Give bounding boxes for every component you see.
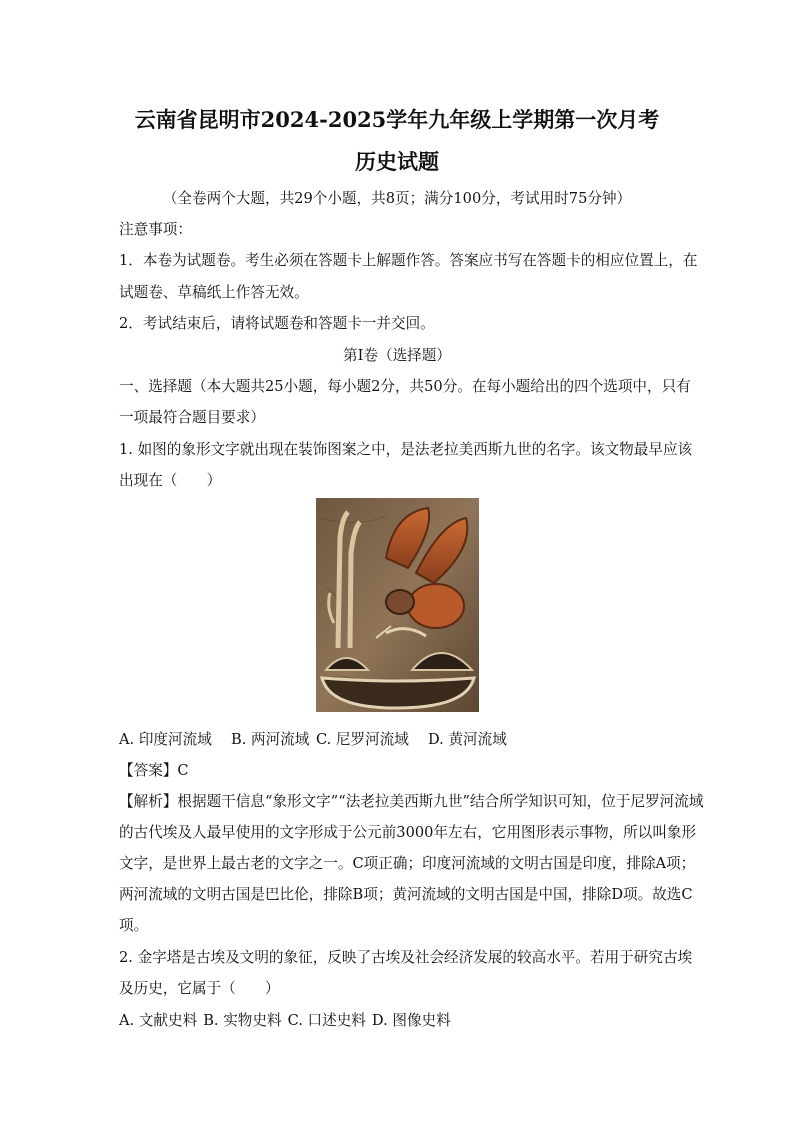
q1-answer: 【答案】C: [119, 762, 189, 779]
q1-analysis-line-1: 【解析】根据题干信息“象形文字”“法老拉美西斯九世”结合所学知识可知，位于尼罗河流域: [119, 793, 704, 810]
q1-analysis-line-4: 两河流域的文明古国是巴比伦，排除B项；黄河流域的文明古国是中国，排除D项。故选C: [119, 886, 693, 903]
q2-option-b: B. 实物史料: [203, 1012, 282, 1029]
volume-title: 第Ⅰ卷（选择题）: [343, 347, 451, 364]
q2-stem-line-2: 及历史，它属于（ ）: [119, 980, 280, 997]
notes-heading: 注意事项：: [119, 221, 192, 238]
q1-option-a: A. 印度河流域: [119, 731, 212, 748]
subject-title: 历史试题: [355, 149, 439, 174]
hieroglyph-relief-image: [316, 498, 479, 712]
q2-stem-line-1: 2. 金字塔是古埃及文明的象征，反映了古埃及社会经济发展的较高水平。若用于研究古埃: [119, 949, 693, 966]
q1-options: [119, 728, 507, 749]
exam-info: （全卷两个大题，共29个小题，共8页；满分100分，考试用时75分钟）: [162, 190, 632, 207]
q1-option-b: B. 两河流域: [231, 731, 310, 748]
q2-option-c: C. 口述史料: [287, 1012, 366, 1029]
part-1-intro-line-1: 一、选择题（本大题共25小题，每小题2分，共50分。在每小题给出的四个选项中，只有: [119, 378, 691, 395]
q2-option-a: A. 文献史料: [119, 1012, 198, 1029]
q1-option-d: D. 黄河流域: [428, 731, 507, 748]
part-1-intro-line-2: 一项最符合题目要求）: [119, 409, 265, 426]
q1-stem-line-1: 1. 如图的象形文字就出现在装饰图案之中，是法老拉美西斯九世的名字。该文物最早应该: [119, 441, 693, 458]
notes-item-1-line-1: 1．本卷为试题卷。考生必须在答题卡上解题作答。答案应书写在答题卡的相应位置上，在: [119, 252, 698, 269]
q1-analysis-line-5: 项。: [119, 917, 149, 934]
notes-item-1-line-2: 试题卷、草稿纸上作答无效。: [119, 284, 309, 301]
q2-option-d: D. 图像史料: [371, 1012, 451, 1029]
q1-stem-line-2: 出现在（ ）: [119, 472, 222, 489]
q1-option-c: C. 尼罗河流域: [316, 731, 409, 748]
q1-analysis-line-3: 文字，是世界上最古老的文字之一。C项正确；印度河流域的文明古国是印度，排除A项；: [119, 855, 696, 872]
q1-analysis-line-2: 的古代埃及人最早使用的文字形成于公元前3000年左右，它用图形表示事物，所以叫象形: [119, 824, 697, 841]
q2-options: [119, 1009, 451, 1030]
notes-item-2: 2．考试结束后，请将试题卷和答题卡一并交回。: [119, 315, 435, 332]
exam-title: 云南省昆明市2024-2025学年九年级上学期第一次月考: [134, 107, 660, 132]
